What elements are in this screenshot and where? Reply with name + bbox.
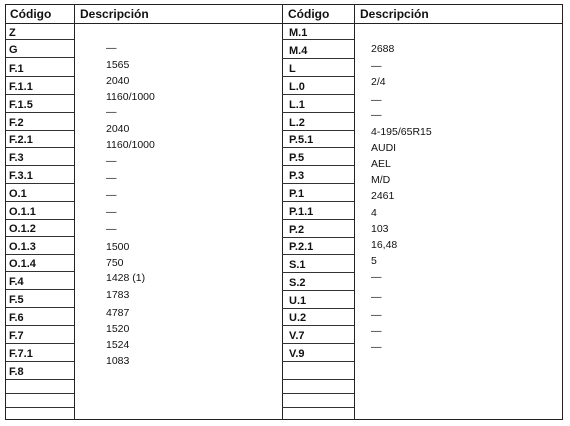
specification-table bbox=[5, 4, 563, 420]
description-cell: — bbox=[371, 291, 382, 303]
code-cell: L.2 bbox=[289, 117, 305, 129]
cell-border bbox=[282, 58, 354, 59]
code-cell: F.7.1 bbox=[9, 348, 33, 360]
cell-border bbox=[6, 236, 74, 237]
description-cell: 5 bbox=[371, 255, 377, 267]
description-cell: AEL bbox=[371, 158, 391, 170]
description-cell: 1160/1000 bbox=[106, 139, 155, 151]
description-cell: — bbox=[106, 223, 117, 235]
cell-border bbox=[282, 147, 354, 148]
description-cell: 1160/1000 bbox=[106, 91, 155, 103]
description-cell: — bbox=[371, 60, 382, 72]
cell-border bbox=[6, 361, 74, 362]
column-divider bbox=[74, 5, 75, 419]
description-cell: 2/4 bbox=[371, 76, 386, 88]
code-cell: P.1.1 bbox=[289, 206, 314, 218]
description-cell: 750 bbox=[106, 257, 124, 269]
code-cell: S.2 bbox=[289, 277, 306, 289]
cell-border bbox=[282, 407, 354, 408]
code-cell: P.5.1 bbox=[289, 134, 314, 146]
cell-border bbox=[282, 112, 354, 113]
header-rule bbox=[6, 23, 562, 24]
cell-border bbox=[6, 307, 74, 308]
left-code-header: Código bbox=[10, 7, 52, 21]
cell-border bbox=[6, 201, 74, 202]
code-cell: S.1 bbox=[289, 259, 306, 271]
cell-border bbox=[282, 290, 354, 291]
cell-border bbox=[282, 325, 354, 326]
code-cell: U.2 bbox=[289, 312, 307, 324]
description-cell: 1520 bbox=[106, 323, 130, 335]
cell-border bbox=[6, 325, 74, 326]
code-cell: L.1 bbox=[289, 99, 305, 111]
cell-border bbox=[6, 112, 74, 113]
description-cell: 103 bbox=[371, 223, 389, 235]
description-cell: — bbox=[371, 109, 382, 121]
code-cell: F.1.5 bbox=[9, 99, 33, 111]
description-cell: 1783 bbox=[106, 289, 130, 301]
description-cell: 1524 bbox=[106, 339, 130, 351]
description-cell: 4787 bbox=[106, 307, 130, 319]
code-cell: L.0 bbox=[289, 81, 305, 93]
code-cell: L bbox=[289, 63, 296, 75]
left-description-header: Descripción bbox=[80, 7, 149, 21]
cell-border bbox=[282, 219, 354, 220]
code-cell: P.2 bbox=[289, 224, 305, 236]
description-cell: — bbox=[106, 189, 117, 201]
cell-border bbox=[282, 201, 354, 202]
code-cell: F.4 bbox=[9, 276, 24, 288]
code-cell: F.8 bbox=[9, 366, 24, 378]
cell-border bbox=[6, 39, 74, 40]
cell-border bbox=[282, 130, 354, 131]
cell-border bbox=[6, 393, 74, 394]
code-cell: F.6 bbox=[9, 312, 24, 324]
cell-border bbox=[6, 147, 74, 148]
cell-border bbox=[6, 94, 74, 95]
cell-border bbox=[282, 379, 354, 380]
code-cell: O.1.3 bbox=[9, 241, 36, 253]
description-cell: — bbox=[371, 94, 382, 106]
code-cell: F.2.1 bbox=[9, 134, 33, 146]
description-cell: 2688 bbox=[371, 43, 395, 55]
description-cell: 2040 bbox=[106, 75, 130, 87]
cell-border bbox=[6, 271, 74, 272]
column-divider bbox=[282, 5, 283, 419]
cell-border bbox=[282, 393, 354, 394]
code-cell: F.2 bbox=[9, 117, 24, 129]
code-cell: P.1 bbox=[289, 188, 305, 200]
description-cell: — bbox=[106, 42, 117, 54]
cell-border bbox=[282, 237, 354, 238]
code-cell: O.1.2 bbox=[9, 223, 36, 235]
code-cell: U.1 bbox=[289, 295, 307, 307]
code-cell: P.5 bbox=[289, 152, 305, 164]
right-description-header: Descripción bbox=[360, 7, 429, 21]
description-cell: 1500 bbox=[106, 241, 130, 253]
description-cell: 4-195/65R15 bbox=[371, 126, 432, 138]
cell-border bbox=[282, 39, 354, 40]
code-cell: G bbox=[9, 44, 18, 56]
cell-border bbox=[282, 361, 354, 362]
cell-border bbox=[6, 183, 74, 184]
cell-border bbox=[6, 379, 74, 380]
cell-border bbox=[6, 254, 74, 255]
code-cell: F.3 bbox=[9, 152, 24, 164]
cell-border bbox=[282, 165, 354, 166]
code-cell: O.1.4 bbox=[9, 258, 36, 270]
description-cell: 2040 bbox=[106, 123, 130, 135]
code-cell: O.1.1 bbox=[9, 206, 36, 218]
cell-border bbox=[6, 130, 74, 131]
cell-border bbox=[6, 57, 74, 58]
code-cell: V.9 bbox=[289, 348, 305, 360]
description-cell: — bbox=[371, 309, 382, 321]
code-cell: O.1 bbox=[9, 188, 27, 200]
code-cell: F.7 bbox=[9, 330, 24, 342]
cell-border bbox=[6, 165, 74, 166]
code-cell: F.3.1 bbox=[9, 170, 33, 182]
description-cell: — bbox=[106, 106, 117, 118]
description-cell: M/D bbox=[371, 174, 391, 186]
right-code-header: Código bbox=[288, 7, 330, 21]
cell-border bbox=[6, 219, 74, 220]
code-cell: M.4 bbox=[289, 45, 308, 57]
column-divider bbox=[354, 5, 355, 419]
code-cell: P.3 bbox=[289, 170, 305, 182]
code-cell: F.1.1 bbox=[9, 81, 33, 93]
description-cell: — bbox=[106, 172, 117, 184]
cell-border bbox=[282, 343, 354, 344]
description-cell: — bbox=[371, 325, 382, 337]
description-cell: — bbox=[371, 271, 382, 283]
cell-border bbox=[282, 254, 354, 255]
description-cell: 2461 bbox=[371, 190, 395, 202]
cell-border bbox=[282, 94, 354, 95]
cell-border bbox=[282, 76, 354, 77]
cell-border bbox=[6, 289, 74, 290]
code-cell: P.2.1 bbox=[289, 241, 314, 253]
description-cell: 1428 (1) bbox=[106, 272, 146, 284]
description-cell: 1083 bbox=[106, 355, 130, 367]
description-cell: 4 bbox=[371, 207, 377, 219]
code-cell: Z bbox=[9, 27, 16, 39]
description-cell: 1565 bbox=[106, 59, 130, 71]
description-cell: — bbox=[106, 206, 117, 218]
cell-border bbox=[6, 343, 74, 344]
code-cell: M.1 bbox=[289, 27, 308, 39]
cell-border bbox=[282, 308, 354, 309]
code-cell: F.1 bbox=[9, 63, 24, 75]
description-cell: 16,48 bbox=[371, 239, 398, 251]
cell-border bbox=[6, 407, 74, 408]
cell-border bbox=[6, 76, 74, 77]
description-cell: — bbox=[371, 341, 382, 353]
cell-border bbox=[282, 183, 354, 184]
cell-border bbox=[282, 272, 354, 273]
description-cell: — bbox=[106, 155, 117, 167]
description-cell: AUDI bbox=[371, 142, 397, 154]
code-cell: F.5 bbox=[9, 294, 24, 306]
code-cell: V.7 bbox=[289, 330, 305, 342]
